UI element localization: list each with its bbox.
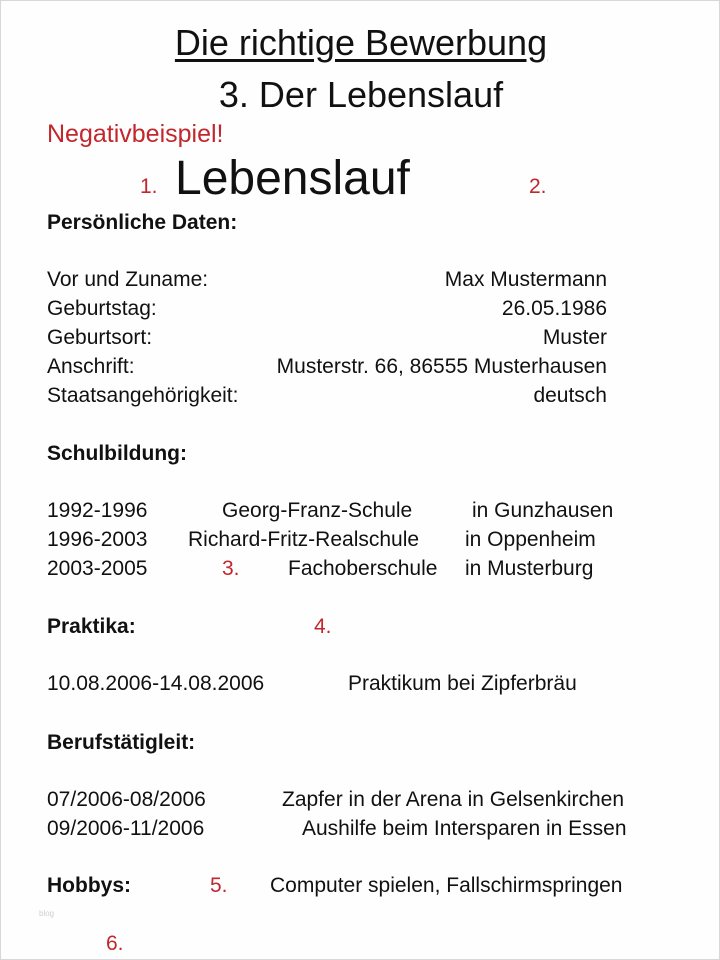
personal-value-name: Max Mustermann [444,268,607,291]
school-name: Georg-Franz-Schule [222,499,413,522]
personal-label-address: Anschrift: [47,355,135,378]
school-place: in Musterburg [465,557,594,580]
marker-6: 6. [106,932,124,955]
internship-date: 10.08.2006-14.08.2006 [47,672,265,695]
personal-value-address: Musterstr. 66, 86555 Musterhausen [276,355,607,378]
marker-5: 5. [210,874,228,897]
job-text: Aushilfe beim Intersparen in Essen [302,817,627,840]
school-place: in Oppenheim [465,528,596,551]
school-name: Richard-Fritz-Realschule [188,528,420,551]
hobbies-heading: Hobbys: [47,874,131,897]
school-date: 2003-2005 [47,557,148,580]
slide-title: Die richtige Bewerbung [174,22,548,63]
jobs-heading: Berufstätigleit: [47,731,196,754]
marker-3: 3. [222,557,240,580]
watermark: blog [39,909,55,918]
personal-label-name: Vor und Zuname: [47,268,209,291]
job-date: 09/2006-11/2006 [47,817,205,840]
marker-1: 1. [140,175,158,198]
job-date: 07/2006-08/2006 [47,788,206,811]
marker-4: 4. [314,615,332,638]
job-text: Zapfer in der Arena in Gelsenkirchen [282,788,625,811]
hobbies-text: Computer spielen, Fallschirmspringen [270,874,623,897]
personal-value-birthplace: Muster [542,326,607,349]
personal-value-birthday: 26.05.1986 [501,297,607,320]
school-name: Fachoberschule [288,557,438,580]
school-date: 1996-2003 [47,528,148,551]
personal-label-birthplace: Geburtsort: [47,326,153,349]
school-heading: Schulbildung: [47,442,187,465]
marker-2: 2. [529,175,547,198]
personal-value-nationality: deutsch [533,384,607,407]
personal-data-heading: Persönliche Daten: [47,211,238,234]
document-title: Lebenslauf [175,152,410,205]
personal-label-birthday: Geburtstag: [47,297,157,320]
personal-label-nationality: Staatsangehörigkeit: [47,384,239,407]
school-place: in Gunzhausen [472,499,614,522]
internship-text: Praktikum bei Zipferbräu [348,672,577,695]
school-date: 1992-1996 [47,499,148,522]
negative-example-label: Negativbeispiel! [47,120,224,148]
internships-heading: Praktika: [47,615,136,638]
slide-subtitle-heading: 3. Der Lebenslauf [218,74,504,115]
